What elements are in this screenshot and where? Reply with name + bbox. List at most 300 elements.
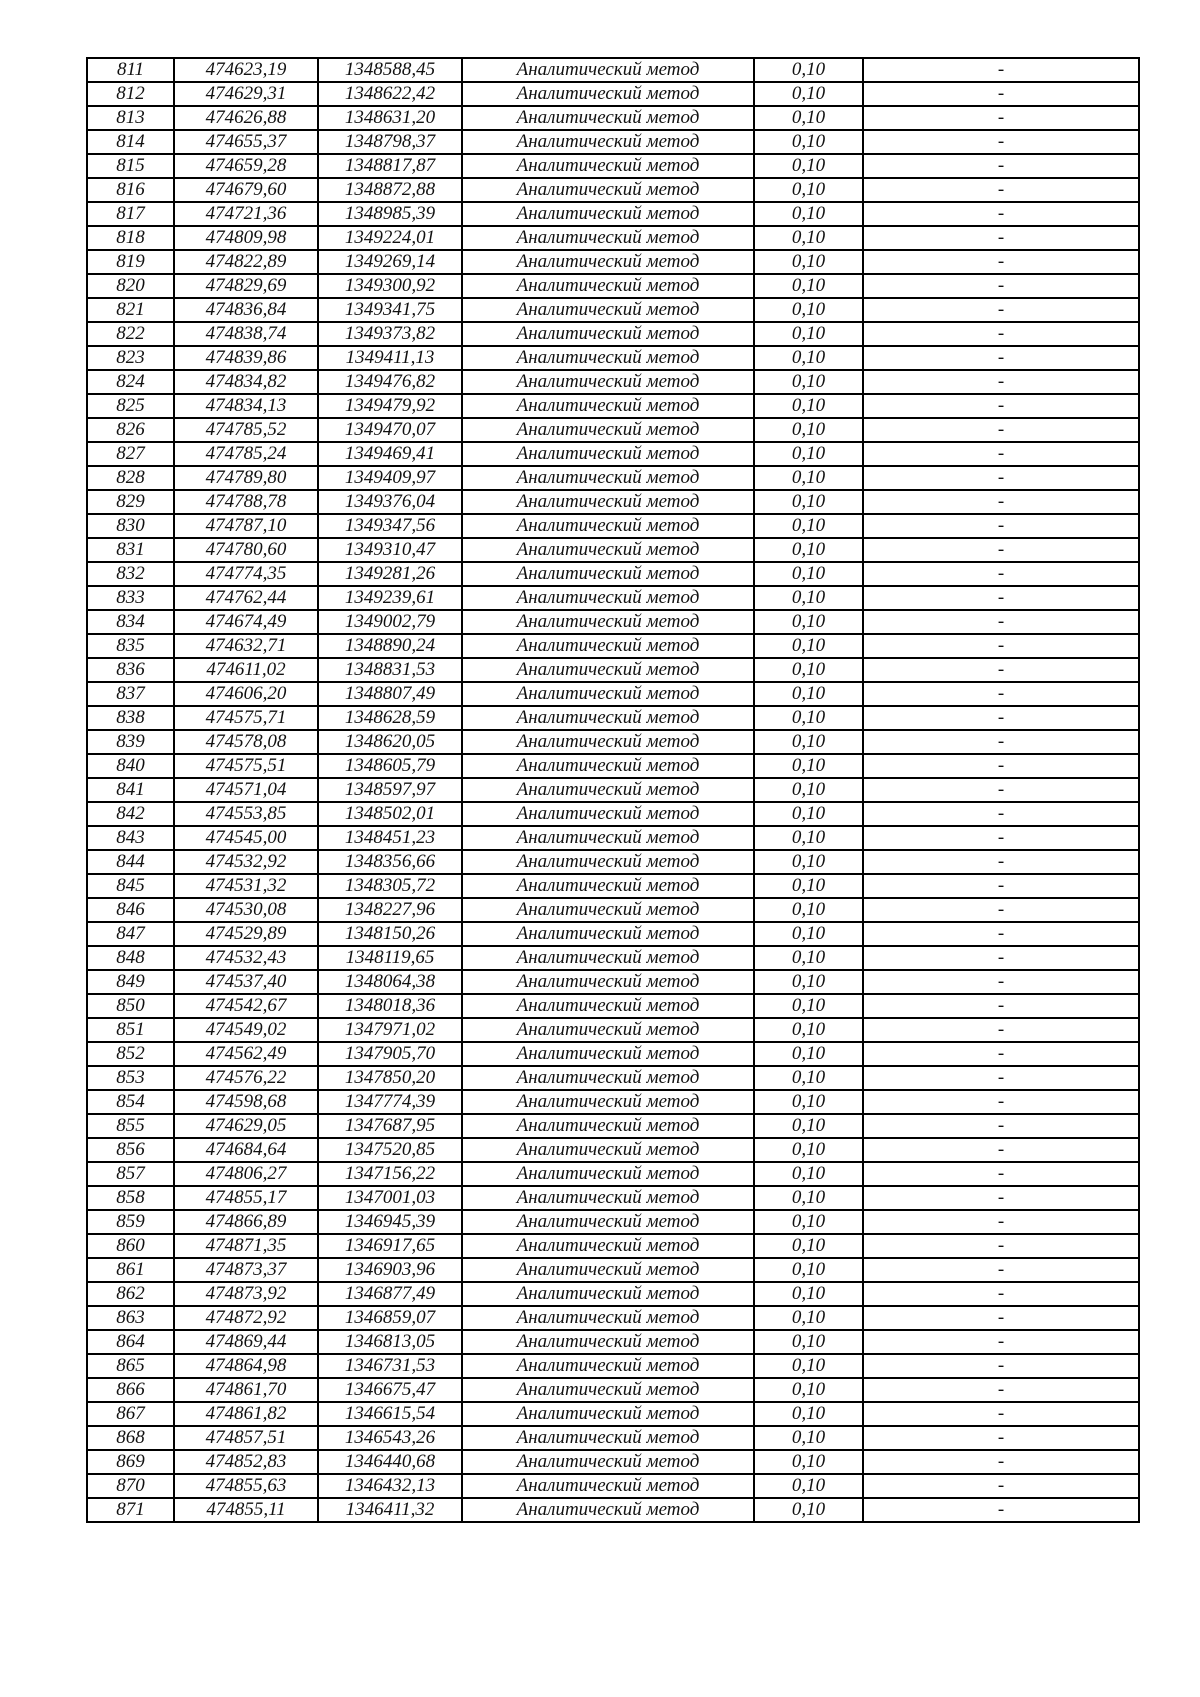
method-cell: Аналитический метод (462, 298, 754, 322)
x-coordinate-cell: 474873,92 (174, 1282, 318, 1306)
y-coordinate-cell: 1349347,56 (318, 514, 462, 538)
x-coordinate-cell: 474785,52 (174, 418, 318, 442)
accuracy-cell: 0,10 (754, 1258, 863, 1282)
method-cell: Аналитический метод (462, 994, 754, 1018)
note-cell: - (863, 1330, 1139, 1354)
point-number-cell: 816 (87, 178, 174, 202)
point-number-cell: 850 (87, 994, 174, 1018)
note-cell: - (863, 322, 1139, 346)
method-cell: Аналитический метод (462, 202, 754, 226)
point-number-cell: 860 (87, 1234, 174, 1258)
note-cell: - (863, 634, 1139, 658)
point-number-cell: 863 (87, 1306, 174, 1330)
y-coordinate-cell: 1347156,22 (318, 1162, 462, 1186)
method-cell: Аналитический метод (462, 1018, 754, 1042)
y-coordinate-cell: 1346859,07 (318, 1306, 462, 1330)
table-row (87, 562, 1139, 586)
table-row (87, 490, 1139, 514)
note-cell: - (863, 538, 1139, 562)
point-number-cell: 826 (87, 418, 174, 442)
table-row (87, 1138, 1139, 1162)
point-number-cell: 839 (87, 730, 174, 754)
accuracy-cell: 0,10 (754, 898, 863, 922)
table-row (87, 1066, 1139, 1090)
accuracy-cell: 0,10 (754, 82, 863, 106)
x-coordinate-cell: 474529,89 (174, 922, 318, 946)
method-cell: Аналитический метод (462, 610, 754, 634)
y-coordinate-cell: 1349239,61 (318, 586, 462, 610)
method-cell: Аналитический метод (462, 538, 754, 562)
point-number-cell: 820 (87, 274, 174, 298)
point-number-cell: 857 (87, 1162, 174, 1186)
x-coordinate-cell: 474532,92 (174, 850, 318, 874)
point-number-cell: 830 (87, 514, 174, 538)
point-number-cell: 870 (87, 1474, 174, 1498)
point-number-cell: 864 (87, 1330, 174, 1354)
y-coordinate-cell: 1348119,65 (318, 946, 462, 970)
method-cell: Аналитический метод (462, 58, 754, 82)
y-coordinate-cell: 1349281,26 (318, 562, 462, 586)
accuracy-cell: 0,10 (754, 58, 863, 82)
table-row (87, 154, 1139, 178)
point-number-cell: 854 (87, 1090, 174, 1114)
x-coordinate-cell: 474674,49 (174, 610, 318, 634)
method-cell: Аналитический метод (462, 1186, 754, 1210)
table-row (87, 1474, 1139, 1498)
y-coordinate-cell: 1348597,97 (318, 778, 462, 802)
accuracy-cell: 0,10 (754, 802, 863, 826)
note-cell: - (863, 1258, 1139, 1282)
method-cell: Аналитический метод (462, 1114, 754, 1138)
x-coordinate-cell: 474553,85 (174, 802, 318, 826)
accuracy-cell: 0,10 (754, 970, 863, 994)
note-cell: - (863, 298, 1139, 322)
point-number-cell: 869 (87, 1450, 174, 1474)
accuracy-cell: 0,10 (754, 946, 863, 970)
y-coordinate-cell: 1348985,39 (318, 202, 462, 226)
table-row (87, 898, 1139, 922)
note-cell: - (863, 1210, 1139, 1234)
y-coordinate-cell: 1348831,53 (318, 658, 462, 682)
point-number-cell: 858 (87, 1186, 174, 1210)
accuracy-cell: 0,10 (754, 874, 863, 898)
table-row (87, 1018, 1139, 1042)
x-coordinate-cell: 474857,51 (174, 1426, 318, 1450)
method-cell: Аналитический метод (462, 106, 754, 130)
table-row (87, 514, 1139, 538)
method-cell: Аналитический метод (462, 1066, 754, 1090)
accuracy-cell: 0,10 (754, 1042, 863, 1066)
y-coordinate-cell: 1346731,53 (318, 1354, 462, 1378)
point-number-cell: 837 (87, 682, 174, 706)
x-coordinate-cell: 474531,32 (174, 874, 318, 898)
method-cell: Аналитический метод (462, 1210, 754, 1234)
method-cell: Аналитический метод (462, 1042, 754, 1066)
note-cell: - (863, 994, 1139, 1018)
point-number-cell: 868 (87, 1426, 174, 1450)
method-cell: Аналитический метод (462, 370, 754, 394)
y-coordinate-cell: 1347850,20 (318, 1066, 462, 1090)
note-cell: - (863, 106, 1139, 130)
note-cell: - (863, 1450, 1139, 1474)
y-coordinate-cell: 1346877,49 (318, 1282, 462, 1306)
note-cell: - (863, 706, 1139, 730)
y-coordinate-cell: 1349409,97 (318, 466, 462, 490)
x-coordinate-cell: 474659,28 (174, 154, 318, 178)
note-cell: - (863, 1018, 1139, 1042)
note-cell: - (863, 898, 1139, 922)
method-cell: Аналитический метод (462, 514, 754, 538)
accuracy-cell: 0,10 (754, 1018, 863, 1042)
y-coordinate-cell: 1349373,82 (318, 322, 462, 346)
note-cell: - (863, 970, 1139, 994)
x-coordinate-cell: 474788,78 (174, 490, 318, 514)
table-row (87, 1234, 1139, 1258)
accuracy-cell: 0,10 (754, 106, 863, 130)
y-coordinate-cell: 1346903,96 (318, 1258, 462, 1282)
point-number-cell: 821 (87, 298, 174, 322)
y-coordinate-cell: 1349300,92 (318, 274, 462, 298)
note-cell: - (863, 1186, 1139, 1210)
x-coordinate-cell: 474623,19 (174, 58, 318, 82)
accuracy-cell: 0,10 (754, 1138, 863, 1162)
accuracy-cell: 0,10 (754, 730, 863, 754)
note-cell: - (863, 1234, 1139, 1258)
y-coordinate-cell: 1348631,20 (318, 106, 462, 130)
note-cell: - (863, 730, 1139, 754)
point-number-cell: 834 (87, 610, 174, 634)
table-row (87, 82, 1139, 106)
x-coordinate-cell: 474822,89 (174, 250, 318, 274)
accuracy-cell: 0,10 (754, 1474, 863, 1498)
note-cell: - (863, 754, 1139, 778)
x-coordinate-cell: 474721,36 (174, 202, 318, 226)
note-cell: - (863, 202, 1139, 226)
table-row (87, 538, 1139, 562)
table-row (87, 58, 1139, 82)
table-row (87, 298, 1139, 322)
accuracy-cell: 0,10 (754, 754, 863, 778)
note-cell: - (863, 682, 1139, 706)
accuracy-cell: 0,10 (754, 1354, 863, 1378)
accuracy-cell: 0,10 (754, 1162, 863, 1186)
y-coordinate-cell: 1349476,82 (318, 370, 462, 394)
note-cell: - (863, 562, 1139, 586)
point-number-cell: 840 (87, 754, 174, 778)
method-cell: Аналитический метод (462, 1426, 754, 1450)
x-coordinate-cell: 474855,17 (174, 1186, 318, 1210)
y-coordinate-cell: 1348150,26 (318, 922, 462, 946)
accuracy-cell: 0,10 (754, 226, 863, 250)
table-row (87, 1282, 1139, 1306)
method-cell: Аналитический метод (462, 178, 754, 202)
method-cell: Аналитический метод (462, 274, 754, 298)
x-coordinate-cell: 474578,08 (174, 730, 318, 754)
method-cell: Аналитический метод (462, 1330, 754, 1354)
accuracy-cell: 0,10 (754, 826, 863, 850)
point-number-cell: 846 (87, 898, 174, 922)
method-cell: Аналитический метод (462, 802, 754, 826)
x-coordinate-cell: 474571,04 (174, 778, 318, 802)
x-coordinate-cell: 474834,82 (174, 370, 318, 394)
point-number-cell: 819 (87, 250, 174, 274)
point-number-cell: 855 (87, 1114, 174, 1138)
coordinates-table (86, 57, 1140, 1523)
note-cell: - (863, 610, 1139, 634)
note-cell: - (863, 1426, 1139, 1450)
note-cell: - (863, 466, 1139, 490)
note-cell: - (863, 58, 1139, 82)
table-row (87, 178, 1139, 202)
note-cell: - (863, 1378, 1139, 1402)
point-number-cell: 829 (87, 490, 174, 514)
table-row (87, 226, 1139, 250)
note-cell: - (863, 418, 1139, 442)
y-coordinate-cell: 1347687,95 (318, 1114, 462, 1138)
point-number-cell: 866 (87, 1378, 174, 1402)
table-row (87, 1114, 1139, 1138)
table-row (87, 874, 1139, 898)
point-number-cell: 836 (87, 658, 174, 682)
x-coordinate-cell: 474872,92 (174, 1306, 318, 1330)
table-row (87, 1402, 1139, 1426)
table-row (87, 634, 1139, 658)
y-coordinate-cell: 1348890,24 (318, 634, 462, 658)
table-row (87, 946, 1139, 970)
note-cell: - (863, 1138, 1139, 1162)
point-number-cell: 814 (87, 130, 174, 154)
note-cell: - (863, 490, 1139, 514)
table-row (87, 1186, 1139, 1210)
accuracy-cell: 0,10 (754, 202, 863, 226)
note-cell: - (863, 82, 1139, 106)
point-number-cell: 844 (87, 850, 174, 874)
x-coordinate-cell: 474629,05 (174, 1114, 318, 1138)
x-coordinate-cell: 474530,08 (174, 898, 318, 922)
x-coordinate-cell: 474871,35 (174, 1234, 318, 1258)
method-cell: Аналитический метод (462, 778, 754, 802)
y-coordinate-cell: 1346917,65 (318, 1234, 462, 1258)
note-cell: - (863, 394, 1139, 418)
x-coordinate-cell: 474829,69 (174, 274, 318, 298)
x-coordinate-cell: 474575,71 (174, 706, 318, 730)
x-coordinate-cell: 474855,11 (174, 1498, 318, 1522)
accuracy-cell: 0,10 (754, 466, 863, 490)
point-number-cell: 848 (87, 946, 174, 970)
table-row (87, 394, 1139, 418)
method-cell: Аналитический метод (462, 1306, 754, 1330)
method-cell: Аналитический метод (462, 754, 754, 778)
note-cell: - (863, 922, 1139, 946)
accuracy-cell: 0,10 (754, 1450, 863, 1474)
y-coordinate-cell: 1347905,70 (318, 1042, 462, 1066)
accuracy-cell: 0,10 (754, 610, 863, 634)
point-number-cell: 838 (87, 706, 174, 730)
table-row (87, 826, 1139, 850)
accuracy-cell: 0,10 (754, 346, 863, 370)
accuracy-cell: 0,10 (754, 1114, 863, 1138)
accuracy-cell: 0,10 (754, 778, 863, 802)
point-number-cell: 813 (87, 106, 174, 130)
x-coordinate-cell: 474869,44 (174, 1330, 318, 1354)
accuracy-cell: 0,10 (754, 586, 863, 610)
note-cell: - (863, 250, 1139, 274)
note-cell: - (863, 826, 1139, 850)
table-row (87, 250, 1139, 274)
table-row (87, 202, 1139, 226)
accuracy-cell: 0,10 (754, 1402, 863, 1426)
x-coordinate-cell: 474861,70 (174, 1378, 318, 1402)
accuracy-cell: 0,10 (754, 562, 863, 586)
accuracy-cell: 0,10 (754, 322, 863, 346)
y-coordinate-cell: 1347520,85 (318, 1138, 462, 1162)
y-coordinate-cell: 1348872,88 (318, 178, 462, 202)
x-coordinate-cell: 474855,63 (174, 1474, 318, 1498)
method-cell: Аналитический метод (462, 1378, 754, 1402)
point-number-cell: 815 (87, 154, 174, 178)
method-cell: Аналитический метод (462, 418, 754, 442)
y-coordinate-cell: 1346543,26 (318, 1426, 462, 1450)
table-row (87, 1330, 1139, 1354)
x-coordinate-cell: 474852,83 (174, 1450, 318, 1474)
y-coordinate-cell: 1348620,05 (318, 730, 462, 754)
table-row (87, 802, 1139, 826)
method-cell: Аналитический метод (462, 346, 754, 370)
method-cell: Аналитический метод (462, 1354, 754, 1378)
x-coordinate-cell: 474679,60 (174, 178, 318, 202)
table-row (87, 106, 1139, 130)
method-cell: Аналитический метод (462, 562, 754, 586)
x-coordinate-cell: 474684,64 (174, 1138, 318, 1162)
table-row (87, 922, 1139, 946)
note-cell: - (863, 946, 1139, 970)
method-cell: Аналитический метод (462, 1234, 754, 1258)
x-coordinate-cell: 474626,88 (174, 106, 318, 130)
y-coordinate-cell: 1347774,39 (318, 1090, 462, 1114)
point-number-cell: 825 (87, 394, 174, 418)
y-coordinate-cell: 1348588,45 (318, 58, 462, 82)
x-coordinate-cell: 474576,22 (174, 1066, 318, 1090)
x-coordinate-cell: 474606,20 (174, 682, 318, 706)
note-cell: - (863, 1162, 1139, 1186)
table-row (87, 778, 1139, 802)
note-cell: - (863, 1042, 1139, 1066)
method-cell: Аналитический метод (462, 922, 754, 946)
accuracy-cell: 0,10 (754, 922, 863, 946)
accuracy-cell: 0,10 (754, 418, 863, 442)
method-cell: Аналитический метод (462, 250, 754, 274)
accuracy-cell: 0,10 (754, 1186, 863, 1210)
y-coordinate-cell: 1348451,23 (318, 826, 462, 850)
accuracy-cell: 0,10 (754, 274, 863, 298)
table-row (87, 970, 1139, 994)
y-coordinate-cell: 1349411,13 (318, 346, 462, 370)
table-row (87, 850, 1139, 874)
accuracy-cell: 0,10 (754, 178, 863, 202)
accuracy-cell: 0,10 (754, 130, 863, 154)
accuracy-cell: 0,10 (754, 1066, 863, 1090)
method-cell: Аналитический метод (462, 682, 754, 706)
y-coordinate-cell: 1346675,47 (318, 1378, 462, 1402)
method-cell: Аналитический метод (462, 130, 754, 154)
x-coordinate-cell: 474839,86 (174, 346, 318, 370)
x-coordinate-cell: 474632,71 (174, 634, 318, 658)
y-coordinate-cell: 1348798,37 (318, 130, 462, 154)
x-coordinate-cell: 474789,80 (174, 466, 318, 490)
method-cell: Аналитический метод (462, 946, 754, 970)
x-coordinate-cell: 474864,98 (174, 1354, 318, 1378)
accuracy-cell: 0,10 (754, 706, 863, 730)
table-row (87, 130, 1139, 154)
note-cell: - (863, 874, 1139, 898)
y-coordinate-cell: 1348807,49 (318, 682, 462, 706)
accuracy-cell: 0,10 (754, 370, 863, 394)
coordinates-table-body (87, 58, 1139, 1522)
y-coordinate-cell: 1349469,41 (318, 442, 462, 466)
accuracy-cell: 0,10 (754, 658, 863, 682)
point-number-cell: 818 (87, 226, 174, 250)
x-coordinate-cell: 474838,74 (174, 322, 318, 346)
point-number-cell: 831 (87, 538, 174, 562)
y-coordinate-cell: 1347971,02 (318, 1018, 462, 1042)
point-number-cell: 861 (87, 1258, 174, 1282)
y-coordinate-cell: 1349269,14 (318, 250, 462, 274)
method-cell: Аналитический метод (462, 82, 754, 106)
method-cell: Аналитический метод (462, 634, 754, 658)
table-row (87, 730, 1139, 754)
x-coordinate-cell: 474532,43 (174, 946, 318, 970)
method-cell: Аналитический метод (462, 226, 754, 250)
accuracy-cell: 0,10 (754, 442, 863, 466)
table-row (87, 658, 1139, 682)
method-cell: Аналитический метод (462, 1138, 754, 1162)
x-coordinate-cell: 474562,49 (174, 1042, 318, 1066)
accuracy-cell: 0,10 (754, 298, 863, 322)
note-cell: - (863, 370, 1139, 394)
note-cell: - (863, 1498, 1139, 1522)
accuracy-cell: 0,10 (754, 1378, 863, 1402)
method-cell: Аналитический метод (462, 1402, 754, 1426)
note-cell: - (863, 130, 1139, 154)
y-coordinate-cell: 1349310,47 (318, 538, 462, 562)
table-row (87, 274, 1139, 298)
x-coordinate-cell: 474542,67 (174, 994, 318, 1018)
method-cell: Аналитический метод (462, 1498, 754, 1522)
x-coordinate-cell: 474575,51 (174, 754, 318, 778)
note-cell: - (863, 226, 1139, 250)
method-cell: Аналитический метод (462, 154, 754, 178)
accuracy-cell: 0,10 (754, 1498, 863, 1522)
point-number-cell: 824 (87, 370, 174, 394)
accuracy-cell: 0,10 (754, 994, 863, 1018)
accuracy-cell: 0,10 (754, 538, 863, 562)
point-number-cell: 851 (87, 1018, 174, 1042)
table-row (87, 1354, 1139, 1378)
x-coordinate-cell: 474655,37 (174, 130, 318, 154)
table-row (87, 754, 1139, 778)
table-row (87, 1450, 1139, 1474)
x-coordinate-cell: 474629,31 (174, 82, 318, 106)
note-cell: - (863, 346, 1139, 370)
accuracy-cell: 0,10 (754, 1234, 863, 1258)
y-coordinate-cell: 1346615,54 (318, 1402, 462, 1426)
note-cell: - (863, 1114, 1139, 1138)
method-cell: Аналитический метод (462, 1282, 754, 1306)
x-coordinate-cell: 474785,24 (174, 442, 318, 466)
note-cell: - (863, 1402, 1139, 1426)
method-cell: Аналитический метод (462, 1090, 754, 1114)
note-cell: - (863, 802, 1139, 826)
